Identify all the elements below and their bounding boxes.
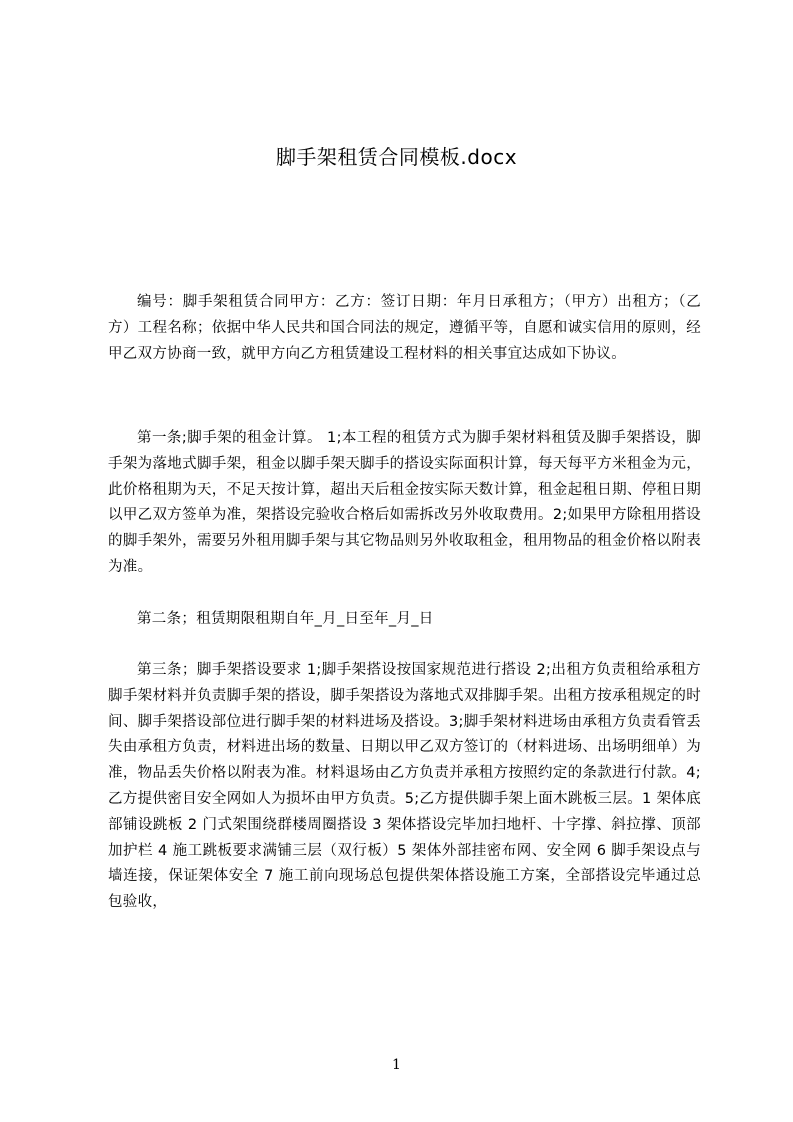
paragraph-article-2: 第二条；租赁期限租期自年_月_日至年_月_日 (137, 611, 434, 627)
paragraph-article-3: 第三条；脚手架搭设要求 1;脚手架搭设按国家规范进行搭设 2;出租方负责租给承租方脚手架材料并负责脚手架的搭设，脚手架搭设为落地式双排脚手架。出租方按承租规定的时间、脚手架搭设部位进行脚手架的材料进场及搭设。3;脚手架材料进场由承租方负责看管丢失由承租方负责，材料进出场的数量、日期以甲乙双方签订的（材料进场、出场明细单）为准，物品丢失价格以附表为准。材料退场由乙方负责并承租方按照约定的条款进行付款。4;乙方提供密目安全网如人为损坏由甲方负责。5;乙方提供脚手架上面木跳板三层。1 架体底部铺设跳板 2 门式架围绕群楼周圈搭设 3 架体搭设完毕加扫地杆、十字撑、斜拉撑、顶部加护栏 4 施工跳板要求满铺三层（双行板）5 架体外部挂密布网、安全网 6 脚手架设点与墙连接，保证架体安全 7 施工前向现场总包提供架体搭设施工方案，全部搭设完毕通过总包验收， (108, 662, 701, 911)
paragraph-article-1: 第一条;脚手架的租金计算。 1;本工程的租赁方式为脚手架材料租赁及脚手架搭设，脚手架为落地式脚手架，租金以脚手架天脚手的搭设实际面积计算，每天每平方米租金为元，此价格租期为天，不足天按计算，超出天后租金按实际天数计算，租金起租日期、停租日期以甲乙双方签单为准，架搭设完验收合格后如需拆改另外收取费用。2;如果甲方除租用搭设的脚手架外，需要另外租用脚手架与其它物品则另外收取租金，租用物品的租金价格以附表为准。 (108, 430, 701, 575)
paragraph-preamble: 编号：脚手架租赁合同甲方：乙方：签订日期：年月日承租方；（甲方）出租方；（乙方）工程名称；依据中华人民共和国合同法的规定，遵循平等，自愿和诚实信用的原则，经甲乙双方协商一致，就甲方向乙方租赁建设工程材料的相关事宜达成如下协议。 (108, 294, 701, 362)
document-title: 脚手架租赁合同模板.docx (275, 145, 518, 169)
page-number: 1 (392, 1057, 401, 1073)
